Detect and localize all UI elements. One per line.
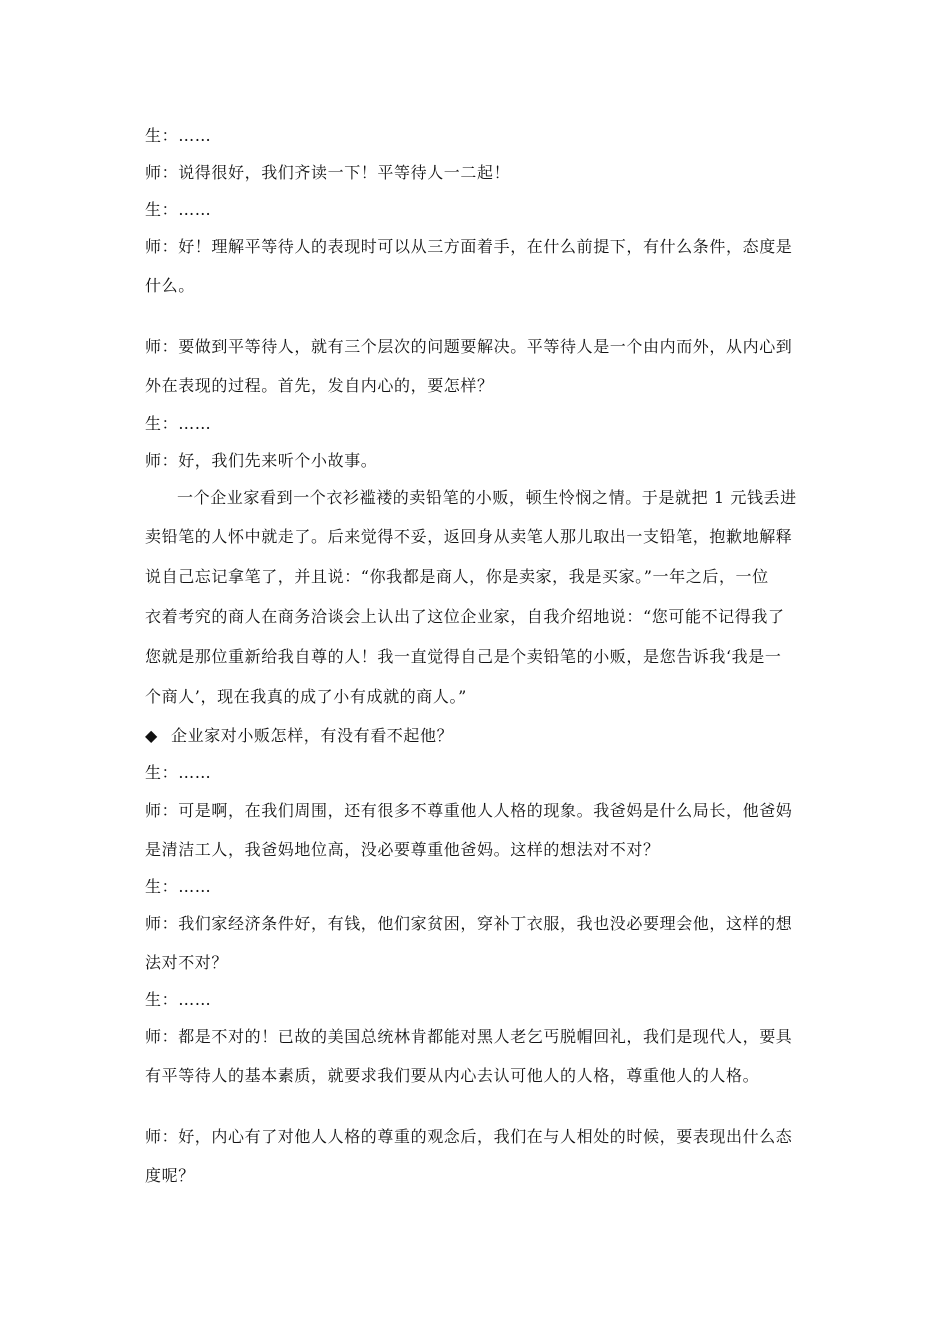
story-paragraph-line: 说自己忘记拿笔了，并且说：“你我都是商人，你是卖家，我是买家。”一年之后，一位 [145,567,769,586]
text-line: 是清洁工人，我爸妈地位高，没必要尊重他爸妈。这样的想法对不对？ [145,840,660,859]
text-line: 生：…… [145,763,212,782]
text-line: 师：说得很好，我们齐读一下！平等待人一二起！ [145,163,511,182]
text-line: 外在表现的过程。首先，发自内心的，要怎样？ [145,376,494,395]
text-line: 有平等待人的基本素质，就要求我们要从内心去认可他人的人格，尊重他人的人格。 [145,1066,760,1085]
story-paragraph-line: 一个企业家看到一个衣衫褴褛的卖铅笔的小贩，顿生怜悯之情。于是就把 1 元钱丢进 [177,488,797,507]
text-line: 师：可是啊，在我们周围，还有很多不尊重他人人格的现象。我爸妈是什么局长，他爸妈 [145,801,793,820]
text-line: 师：我们家经济条件好，有钱，他们家贫困，穿补丁衣服，我也没必要理会他，这样的想 [145,914,793,933]
text-line: 生：…… [145,990,212,1009]
text-line: 生：…… [145,877,212,896]
text-line: 师：好，内心有了对他人人格的尊重的观念后，我们在与人相处的时候，要表现出什么态 [145,1127,793,1146]
text-line: 生：…… [145,414,212,433]
story-paragraph-line: 您就是那位重新给我自尊的人！我一直觉得自己是个卖铅笔的小贩，是您告诉我‘我是一 [145,647,782,666]
story-paragraph-line: 个商人’，现在我真的成了小有成就的商人。” [145,687,467,706]
bullet-question-text: 企业家对小贩怎样，有没有看不起他？ [171,726,454,745]
bullet-question [145,726,815,746]
story-paragraph-line: 衣着考究的商人在商务洽谈会上认出了这位企业家，自我介绍地说：“您可能不记得我了 [145,607,785,626]
diamond-bullet-icon: ◆ [145,726,158,745]
story-paragraph-line: 卖铅笔的人怀中就走了。后来觉得不妥，返回身从卖笔人那儿取出一支铅笔，抱歉地解释 [145,527,793,546]
text-line: 师：要做到平等待人，就有三个层次的问题要解决。平等待人是一个由内而外，从内心到 [145,337,793,356]
text-line: 度呢？ [145,1166,195,1185]
text-line: 师：都是不对的！已故的美国总统林肯都能对黑人老乞丐脱帽回礼，我们是现代人，要具 [145,1027,793,1046]
text-line: 师：好！理解平等待人的表现时可以从三方面着手，在什么前提下，有什么条件，态度是 [145,237,793,256]
text-line: 师：好，我们先来听个小故事。 [145,451,378,470]
text-line: 什么。 [145,276,195,295]
text-line: 法对不对？ [145,953,229,972]
text-line: 生：…… [145,200,212,219]
text-line: 生：…… [145,126,212,145]
